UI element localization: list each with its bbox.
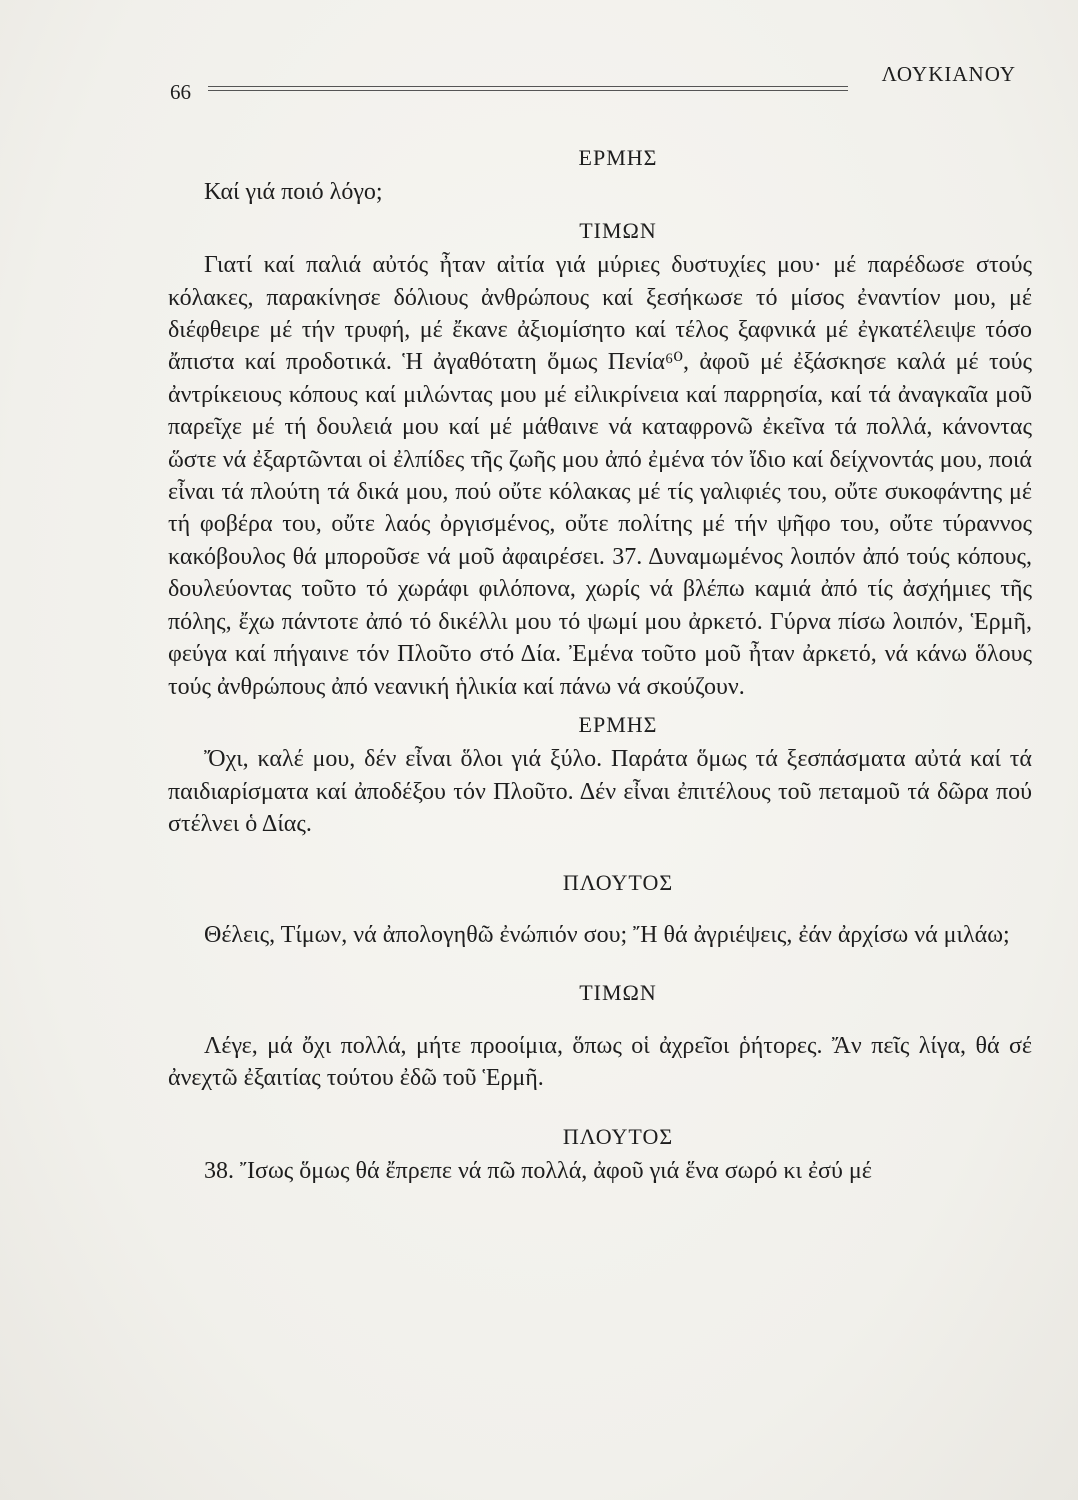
spacer [168,1101,1032,1119]
main-text [168,140,1032,1193]
dialogue-paragraph: Θέλεις, Τίμων, νά ἀπολογηθῶ ἐνώπιόν σου; Ἤ θά ἀγριέψεις, ἐάν ἀρχίσω νά μιλάω; [204,921,1010,948]
header-rule [208,86,848,91]
speaker-heading: ΤΙΜΩΝ [579,980,657,1006]
page-header [170,62,1016,102]
spacer [168,1012,1032,1030]
dialogue-paragraph: 38. Ἴσως ὅμως θά ἔπρεπε νά πῶ πολλά, ἀφοῦ γιά ἕνα σωρό κι ἐσύ μέ [204,1157,872,1184]
speaker-heading: ΠΛΟΥΤΟΣ [562,1123,674,1149]
dialogue-paragraph: Καί γιά ποιό λόγο; [204,179,383,206]
speaker-heading: ΕΡΜΗΣ [578,145,658,170]
spacer [168,847,1032,865]
spacer [168,901,1032,919]
speaker-heading: ΕΡΜΗΣ [578,711,658,737]
running-head: ΛΟΥΚΙΑΝΟΥ [881,62,1016,86]
dialogue-paragraph: Γιατί καί παλιά αὐτός ἦταν αἰτία γιά μύριες δυστυχίες μου· μέ παρέδωσε στούς κόλακες, παρακίνησε δόλιους ἀνθρώπους καί ξεσήκωσε τό μίσος ἐναντίον μου, μέ διέφθειρε μέ τήν τρυφή, μέ ἔκανε ἀξιομίσητο καί τέλος ξαφνικά μέ ἐγκατέλειψε τόσο ἄπιστα καί προδοτικά. Ἡ ἀγαθότατη ὅμως Πενία⁶⁰, ἀφοῦ μέ ἐξάσκησε καλά μέ τούς ἀντρίκειους κόπους καί μιλώντας μου μέ εἰλικρίνεια καί παρρησία, καί τά ἀναγκαῖα μοῦ παρεῖχε μέ τή δουλειά μου καί μέ μάθαινε νά καταφρονῶ ἐκεῖνα τά πολλά, κάνοντας ὥστε νά ἐξαρτῶνται οἱ ἐλπίδες τῆς ζωῆς μου ἀπό ἐμένα τόν ἴδιο καί δείχνοντάς μου, ποιά εἶναι τά πλούτη τά δικά μου, πού οὔτε κόλακας μέ τίς γαλιφιές του, οὔτε συκοφάντης μέ τή φοβέρα του, οὔτε λαός ὀργισμένος, οὔτε πολίτης μέ τήν ψῆφο του, οὔτε τύραννος κακόβουλος θά μποροῦσε νά μοῦ ἀφαιρέσει. 37. Δυναμωμένος λοιπόν ἀπό τούς κόπους, δουλεύοντας τοῦτο τό χωράφι φιλόπονα, χωρίς νά βλέπω καμιά ἀπό τίς ἀσχήμιες τῆς πόλης, ἔχω πάντοτε ἀπό τό δικέλλι μου τό ψωμί μου ἀρκετό. Γύρνα πίσω λοιπόν, Ἑρμῆ, φεύγα καί πήγαινε τόν Πλοῦτο στό Δία. Ἐμένα τοῦτο μοῦ ἦταν ἀρκετό, νά κάνω ὅλους τούς ἀνθρώπους ἀπό νεανική ἡλικία καί πάνω νά σκούζουν. [168,252,1032,700]
page-number: 66 [170,80,191,104]
spacer [168,957,1032,975]
speaker-heading: ΠΛΟΥΤΟΣ [562,869,674,895]
speaker-heading: ΤΙΜΩΝ [579,217,657,243]
dialogue-paragraph: Ὄχι, καλέ μου, δέν εἶναι ὅλοι γιά ξύλο. Παράτα ὅμως τά ξεσπάσματα αὐτά καί τά παιδιαρίσματα καί ἀποδέξου τόν Πλοῦτο. Δέν εἶναι ἐπιτέλους τοῦ πεταμοῦ τά δῶρα πού στέλνει ὁ Δίας. [168,746,1032,838]
dialogue-paragraph: Λέγε, μά ὄχι πολλά, μήτε προοίμια, ὅπως οἱ ἀχρεῖοι ῥήτορες. Ἄν πεῖς λίγα, θά σέ ἀνεχτῶ ἐξαιτίας τούτου ἐδῶ τοῦ Ἑρμῆ. [168,1032,1032,1092]
